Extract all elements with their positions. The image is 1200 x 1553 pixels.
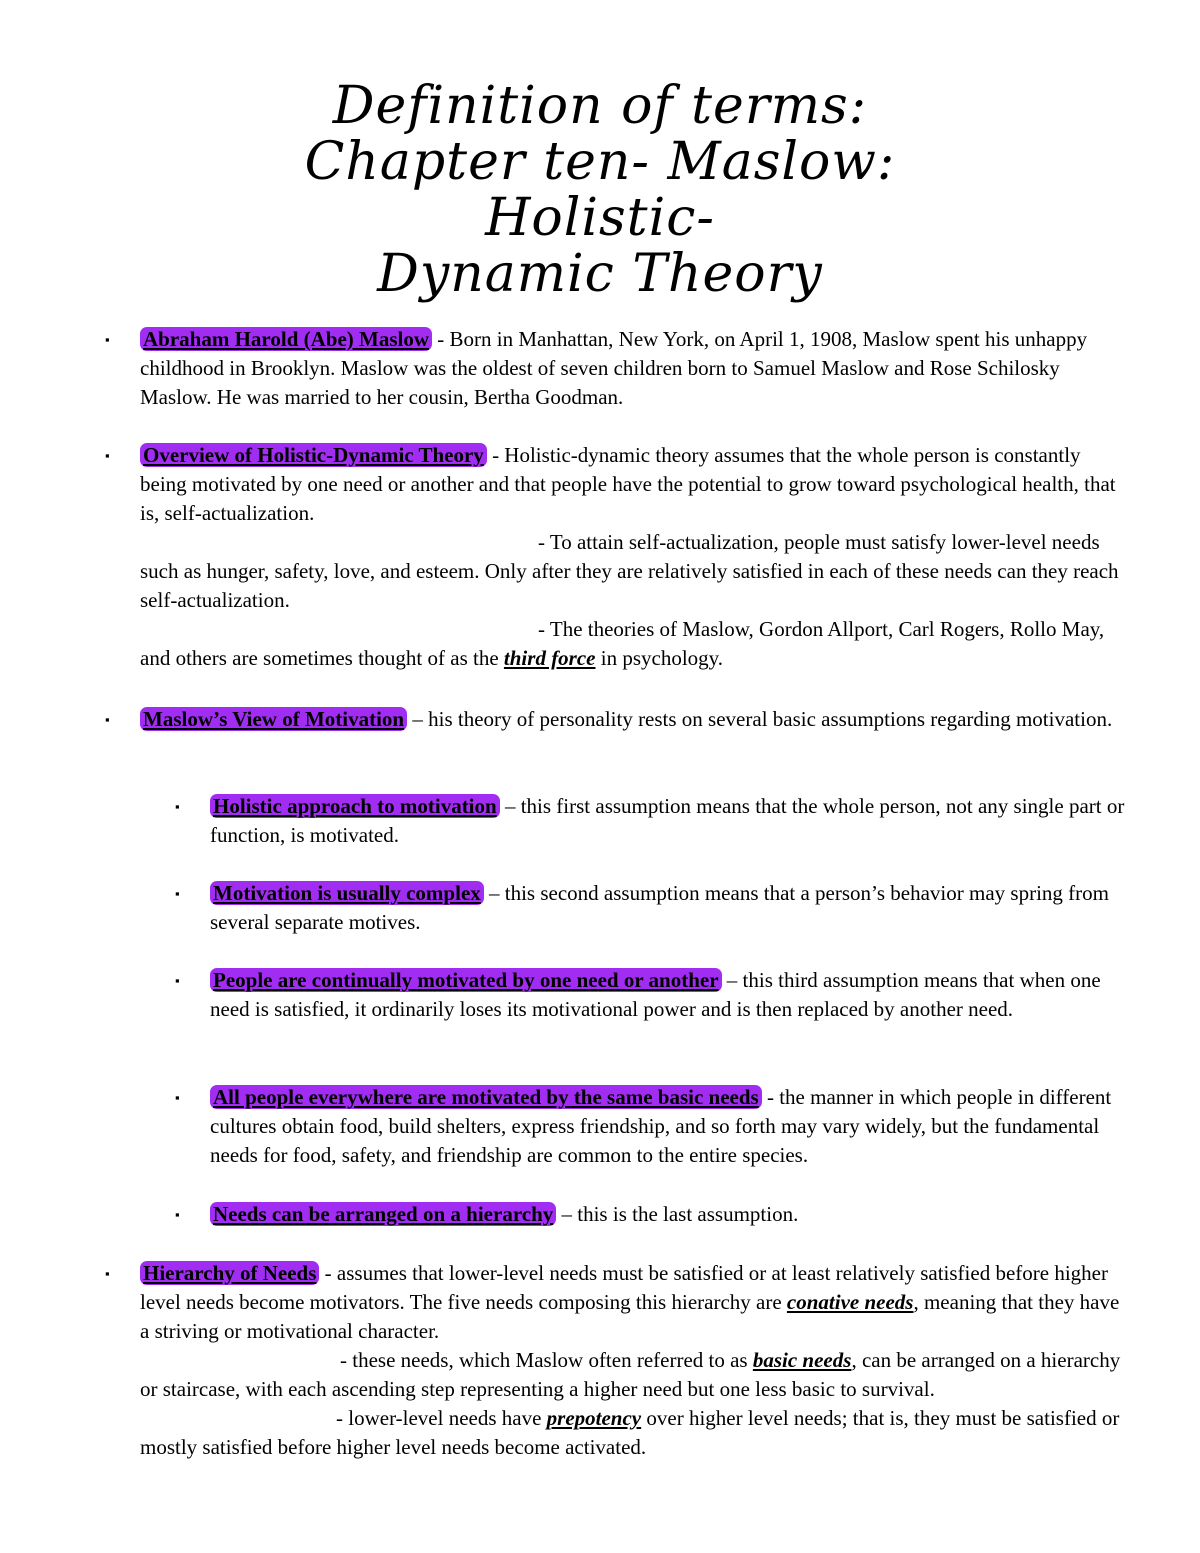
highlighted-term: All people everywhere are motivated by the same basic needs [210, 1085, 762, 1109]
term-definition: - Born in Manhattan, New York, on April 1, 1908, Maslow spent his unhappy childhood in Brooklyn. Maslow was the oldest of seven children born to Samuel Maslow and Rose Schilosky Maslow. He was married to her cousin, Bertha Goodman. [140, 327, 1088, 409]
title-line-3: Dynamic Theory [377, 244, 823, 304]
highlighted-term: Hierarchy of Needs [140, 1261, 319, 1285]
bullet-icon: ▪ [105, 448, 110, 463]
sub-term-5 [210, 1200, 1130, 1229]
term-definition: – this is the last assumption. [556, 1202, 799, 1226]
sub-term-4 [210, 1083, 1130, 1170]
term-definition: , meaning that they have a striving or motivational character. [140, 1290, 1120, 1343]
highlighted-term: Holistic approach to motivation [210, 794, 500, 818]
continuation-paragraph [140, 1404, 1130, 1462]
continuation-text: - these needs, which Maslow often referred to as [340, 1348, 753, 1372]
continuation-text: - The theories of Maslow, Gordon Allport, Carl Rogers, Rollo May, and others are sometimes thought of as the [140, 617, 1105, 670]
title-line-1: Definition of terms: [332, 76, 868, 136]
bullet-icon: ▪ [105, 1266, 110, 1281]
term-overview [140, 441, 1130, 673]
sub-bullet-icon: ▪ [175, 1207, 180, 1222]
term-definition: - assumes that lower-level needs must be satisfied or at least relatively satisfied before higher level needs become motivators. The five needs composing this hierarchy are [140, 1261, 1108, 1314]
sub-bullet-icon: ▪ [175, 973, 180, 988]
term-definition: - Holistic-dynamic theory assumes that the whole person is constantly being motivated by one need or another and that people have the potential to grow toward psychological health, that is, self-actualization. [140, 443, 1116, 525]
continuation-paragraph: - To attain self-actualization, people must satisfy lower-level needs such as hunger, safety, love, and esteem. Only after they are relatively satisfied in each of these needs can they reach self-actualization. [140, 530, 1119, 612]
continuation-text: - lower-level needs have [336, 1406, 547, 1430]
sub-bullet-icon: ▪ [175, 886, 180, 901]
highlighted-term: Overview of Holistic-Dynamic Theory [140, 443, 487, 467]
highlighted-term: Needs can be arranged on a hierarchy [210, 1202, 556, 1226]
sub-term-2 [210, 879, 1130, 937]
term-definition: – this third assumption means that when one need is satisfied, it ordinarily loses its motivational power and is then replaced by another need. [210, 968, 1101, 1021]
term-definition: – this second assumption means that a person’s behavior may spring from several separate motives. [210, 881, 1109, 934]
continuation-text: in psychology. [595, 646, 724, 670]
keyword: prepotency [546, 1406, 642, 1430]
term-definition: – this first assumption means that the whole person, not any single part or function, is motivated. [210, 794, 1125, 847]
bullet-icon: ▪ [105, 712, 110, 727]
continuation-text: , can be arranged on a hierarchy or staircase, with each ascending step representing a higher need but one less basic to survival. [140, 1348, 1121, 1401]
keyword: basic needs [752, 1348, 852, 1372]
highlighted-term: People are continually motivated by one need or another [210, 968, 722, 992]
continuation-text: over higher level needs; that is, they must be satisfied or mostly satisfied before higher level needs become activated. [140, 1406, 1120, 1459]
term-definition: – his theory of personality rests on several basic assumptions regarding motivation. [407, 707, 1113, 731]
term-abraham [140, 325, 1130, 412]
term-definition: - the manner in which people in different cultures obtain food, build shelters, express friendship, and so forth may vary widely, but the fundamental needs for food, safety, and friendship are common to the entire species. [210, 1085, 1112, 1167]
sub-bullet-icon: ▪ [175, 799, 180, 814]
keyword: conative needs [786, 1290, 914, 1314]
keyword: third force [503, 646, 596, 670]
term-hierarchy [140, 1259, 1130, 1462]
sub-term-3 [210, 966, 1130, 1024]
continuation-paragraph [140, 1346, 1130, 1404]
highlighted-term: Maslow’s View of Motivation [140, 707, 407, 731]
sub-term-1 [210, 792, 1130, 850]
continuation-paragraph [140, 615, 1130, 673]
term-motivation [140, 705, 1130, 734]
title-line-2: Chapter ten- Maslow: Holistic- [304, 132, 896, 248]
sub-bullet-icon: ▪ [175, 1090, 180, 1105]
highlighted-term: Abraham Harold (Abe) Maslow [140, 327, 432, 351]
bullet-icon: ▪ [105, 332, 110, 347]
highlighted-term: Motivation is usually complex [210, 881, 484, 905]
